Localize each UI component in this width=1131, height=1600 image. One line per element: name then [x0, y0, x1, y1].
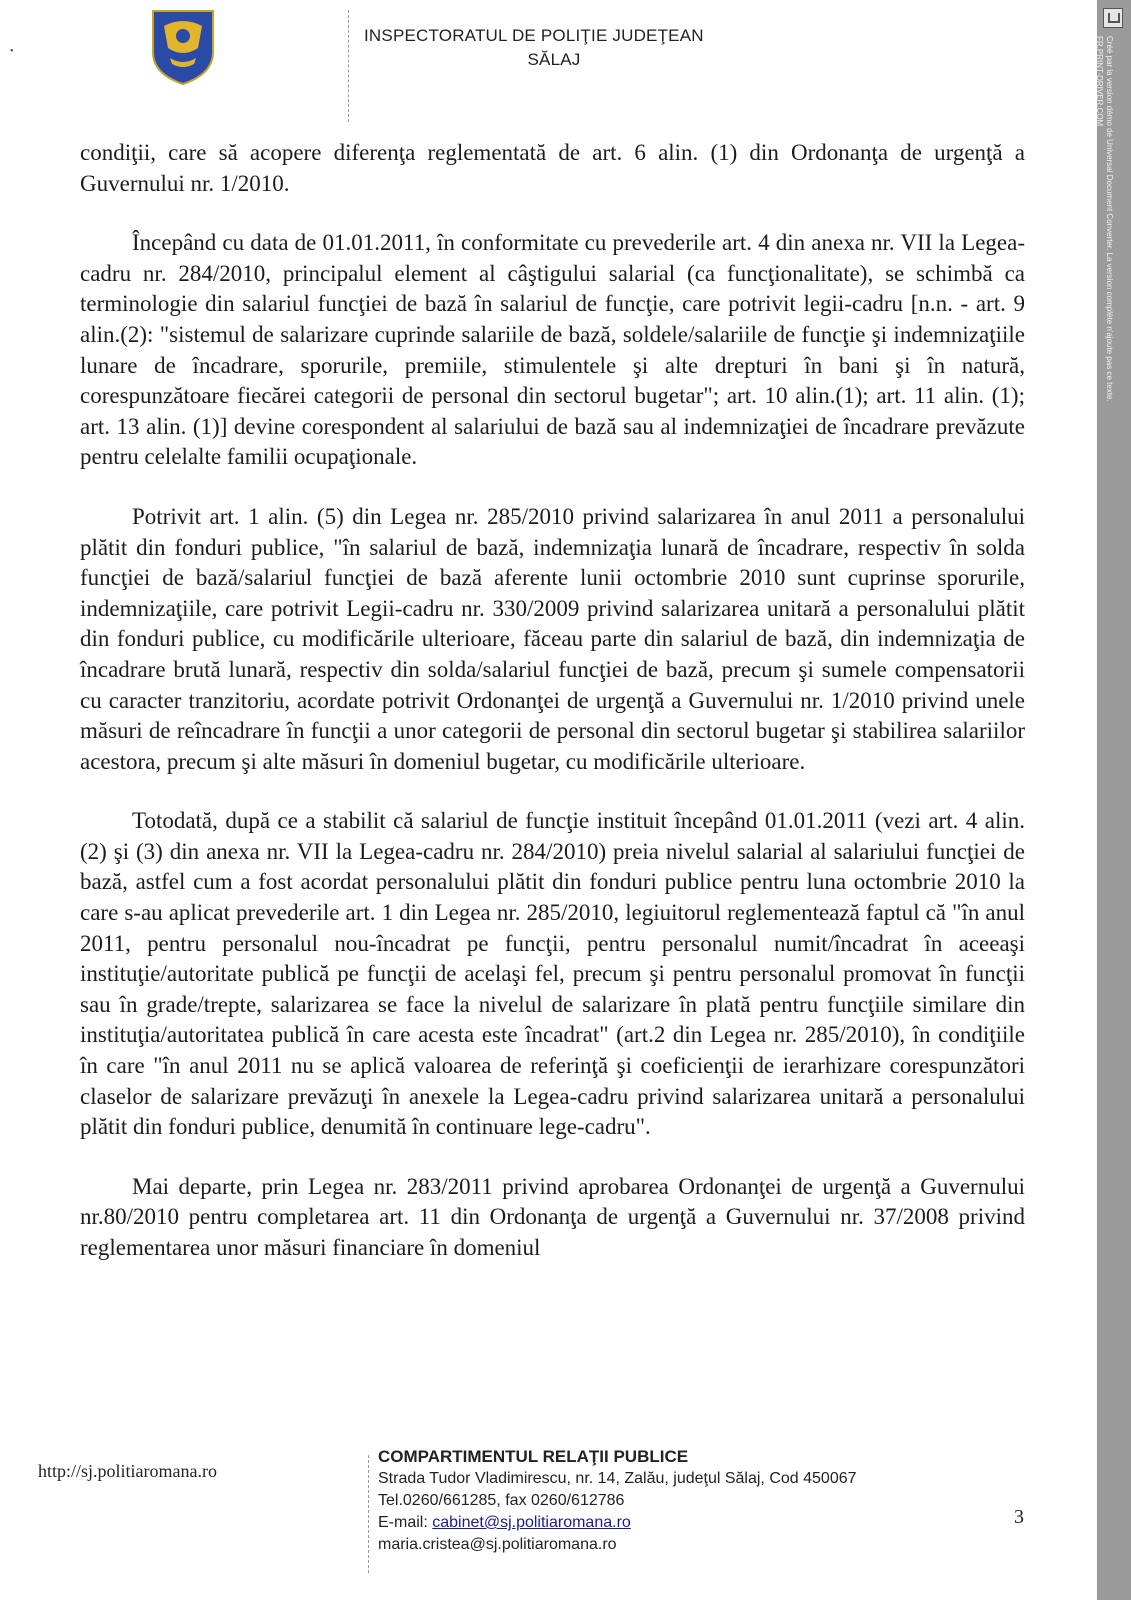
paragraph-5: Mai departe, prin Legea nr. 283/2011 privind aprobarea Ordonanţei de urgenţă a Guvernului nr.80/2010 pentru completarea art. 11 din Ordonanţa de urgenţă a Guvernului nr. 37/2008 privind reglementarea unor măsuri financiare în domeniul	[80, 1173, 1025, 1260]
footer-email-primary-link[interactable]: cabinet@sj.politiaromana.ro	[432, 1514, 631, 1531]
coat-of-arms-logo	[150, 8, 216, 86]
footer-email-row	[378, 1512, 1018, 1534]
watermark-line-2: FR.PRINT-DRIVER.COM	[1095, 36, 1104, 127]
footer-department: COMPARTIMENTUL RELAŢII PUBLICE	[378, 1447, 689, 1466]
footer-divider	[368, 1455, 369, 1573]
paragraph-4: Totodată, după ce a stabilit că salariul de funcţie instituit începând 01.01.2011 (vezi art. 4 alin. (2) şi (3) din anexa nr. VII la Legea-cadru nr. 284/2010) preia nivelul salarial al salariului funcţiei de bază, astfel cum a fost acordat personalului plătit din fonduri publice pentru luna octombrie 2010 la care s-au aplicat prevederile art. 1 din Legea nr. 285/2010, legiuitorul reglementează faptul că "în anul 2011, pentru personalul nou-încadrat pe funcţii, pentru personalul numit/încadrat în aceeaşi instituţie/autoritate publică pe funcţii de acelaşi fel, precum şi pentru personalul promovat în funcţii sau în grade/trepte, salarizarea se face la nivelul de salarizare în plată pentru funcţiile similare din instituţia/autoritatea publică în care acesta este încadrat" (art.2 din Legea nr. 285/2010), în condiţiile în care "în anul 2011 nu se aplică valoarea de referinţă şi coeficienţii de ierarhizare corespunzători claselor de salarizare prevăzuţi în anexele la Legea-cadru privind salarizarea unitară a personalului plătit din fonduri publice, denumită în continuare lege-cadru".	[80, 808, 1025, 1140]
paragraph-1: condiţii, care să acopere diferenţa reglementată de art. 6 alin. (1) din Ordonanţa de urgenţă a Guvernului nr. 1/2010.	[80, 140, 1025, 196]
header-divider	[348, 10, 349, 122]
document-body	[80, 138, 1025, 1293]
footer-address: Strada Tudor Vladimirescu, nr. 14, Zalău, judeţul Sălaj, Cod 450067	[378, 1470, 857, 1487]
paragraph-2: Începând cu data de 01.01.2011, în conformitate cu prevederile art. 4 din anexa nr. VII la Legea-cadru nr. 284/2010, principalul element al câştigului salarial (ca funcţionalitate), se schimbă ca terminologie din salariul funcţiei de bază în salariul de funcţie, care potrivit legii-cadru [n.n. - art. 9 alin.(2): "sistemul de salarizare cuprinde salariile de bază, soldele/salariile de funcţie şi indemnizaţiile lunare de încadrare, sporurile, premiile, stimulentele şi alte drepturi în bani şi în natură, corespunzătoare fiecărei categorii de personal din sectorul bugetar"; art. 10 alin.(1); art. 11 alin. (1); art. 13 alin. (1)] devine corespondent al salariului de bază sau al indemnizaţiei de încadrare prevăzute pentru celelalte familii ocupaţionale.	[80, 230, 1025, 470]
page-mark: •	[10, 46, 14, 57]
watermark-line-1: Créé par la version démo de Universal Document Converter. La version complète n'ajoute pas ce texte.	[1105, 36, 1114, 402]
footer-website-link[interactable]: http://sj.politiaromana.ro	[38, 1461, 217, 1481]
converter-watermark-text	[1094, 36, 1114, 402]
footer-email-label: E-mail:	[378, 1514, 433, 1531]
footer-contact-block	[378, 1446, 1018, 1556]
footer-email-secondary[interactable]: maria.cristea@sj.politiaromana.ro	[378, 1536, 617, 1553]
page-number: 3	[1014, 1506, 1024, 1528]
paragraph-3: Potrivit art. 1 alin. (5) din Legea nr. 285/2010 privind salarizarea în anul 2011 a personalului plătit din fonduri publice, "în salariul de bază, indemnizaţia lunară de încadrare, respectiv în solda funcţiei de bază/salariul funcţiei de bază aferente lunii octombrie 2010 sunt cuprinse sporurile, indemnizaţiile, care potrivit Legii-cadru nr. 330/2009 privind salarizarea unitară a personalului plătit din fonduri publice, cu modificările ulterioare, făceau parte din salariul de bază, din indemnizaţia de încadrare brută lunară, respectiv din solda/salariul funcţiei de bază, precum şi sumele compensatorii cu caracter tranzitoriu, acordate potrivit Ordonanţei de urgenţă a Guvernului nr. 1/2010 privind unele măsuri de reîncadrare în funcţii a unor categorii de personal din sectorul bugetar şi stabilirea salariilor acestora, precum şi alte măsuri în domeniul bugetar, cu modificările ulterioare.	[80, 503, 1025, 774]
header-institution	[364, 24, 744, 72]
converter-logo-icon	[1103, 8, 1123, 28]
institution-line-1: INSPECTORATUL DE POLIŢIE JUDEŢEAN	[364, 26, 704, 45]
footer-phone-fax: Tel.0260/661285, fax 0260/612786	[378, 1492, 625, 1509]
institution-line-2: SĂLAJ	[527, 50, 581, 69]
